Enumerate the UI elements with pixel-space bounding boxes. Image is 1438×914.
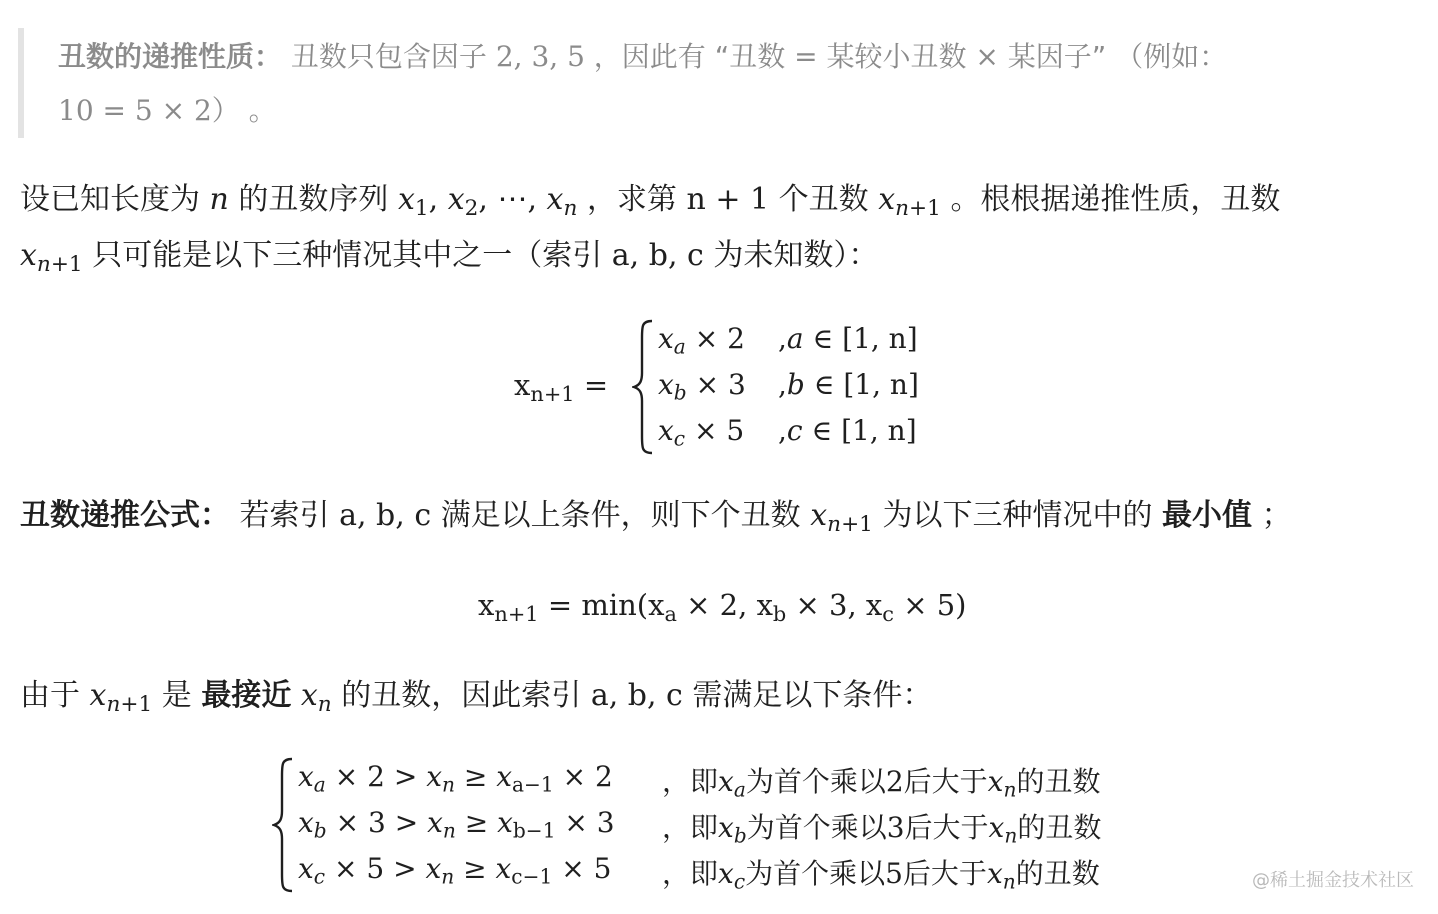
blockquote-label: 丑数的递推性质：: [58, 40, 283, 73]
cases1-row-c-expr: $x_c \times 5$: [658, 414, 745, 451]
cases2-row-a-inequality: $x_a \times 2 > x_n \ge x_{a-1} \times 2$: [298, 760, 613, 797]
cases2-row-a-note: ，即$x_a$为首个乘以2后大于$x_n$的丑数: [662, 765, 1101, 802]
paragraph-1-line-1: 设已知长度为 n 的丑数序列 $x_1$, $x_2$, ⋯, $x_n$ ，求第 n + 1 个丑数 $x_{n+1}$ 。根根据递推性质，丑数: [20, 182, 1281, 222]
paragraph-1-line-2: $x_{n+1}$ 只可能是以下三种情况其中之一（索引 a, b, c 为未知数）：: [20, 238, 879, 278]
cases2-row-c-inequality: $x_c \times 5 > x_n \ge x_{c-1} \times 5$: [298, 852, 612, 889]
cases1-lhs: $x_{n+1}$ =: [514, 368, 609, 406]
sequence-expression: $x_1$, $x_2$, ⋯, $x_n$: [397, 182, 578, 222]
cases2-brace: [272, 756, 296, 894]
watermark: @稀土掘金技术社区: [1252, 870, 1414, 891]
cases1-row-c-condition: ,c ∈ [1, n]: [778, 414, 917, 447]
min-formula: $x_{n+1} = \min(x_a \times 2$, $x_b \times 3$, $x_c \times 5$): [478, 588, 967, 626]
cases2-row-b-note: ，即$x_b$为首个乘以3后大于$x_n$的丑数: [662, 811, 1102, 848]
blockquote-line-1: 丑数的递推性质： 丑数只包含因子 2, 3, 5 ，因此有 “丑数 = 某较小丑数 × 某因子” （例如：: [58, 40, 1228, 73]
paragraph-3: 由于 $x_{n+1}$ 是 最接近 $x_n$ 的丑数，因此索引 a, b, c 需满足以下条件：: [20, 678, 933, 718]
paragraph-2: 丑数递推公式： 若索引 a, b, c 满足以上条件，则下个丑数 $x_{n+1}$ 为以下三种情况中的 最小值 ；: [20, 498, 1292, 538]
cases1-row-b-condition: ,b ∈ [1, n]: [778, 368, 919, 401]
cases1-row-b-expr: $x_b \times 3$: [658, 368, 746, 405]
cases1-brace: [632, 318, 656, 456]
cases1-row-a-expr: $x_a \times 2$: [658, 322, 745, 359]
cases2-row-b-inequality: $x_b \times 3 > x_n \ge x_{b-1} \times 3$: [298, 806, 615, 843]
cases2-row-c-note: ，即$x_c$为首个乘以5后大于$x_n$的丑数: [662, 857, 1100, 894]
cases1-row-a-condition: ,a ∈ [1, n]: [778, 322, 918, 355]
blockquote-line-2: 10 = 5 × 2） 。: [58, 94, 277, 127]
